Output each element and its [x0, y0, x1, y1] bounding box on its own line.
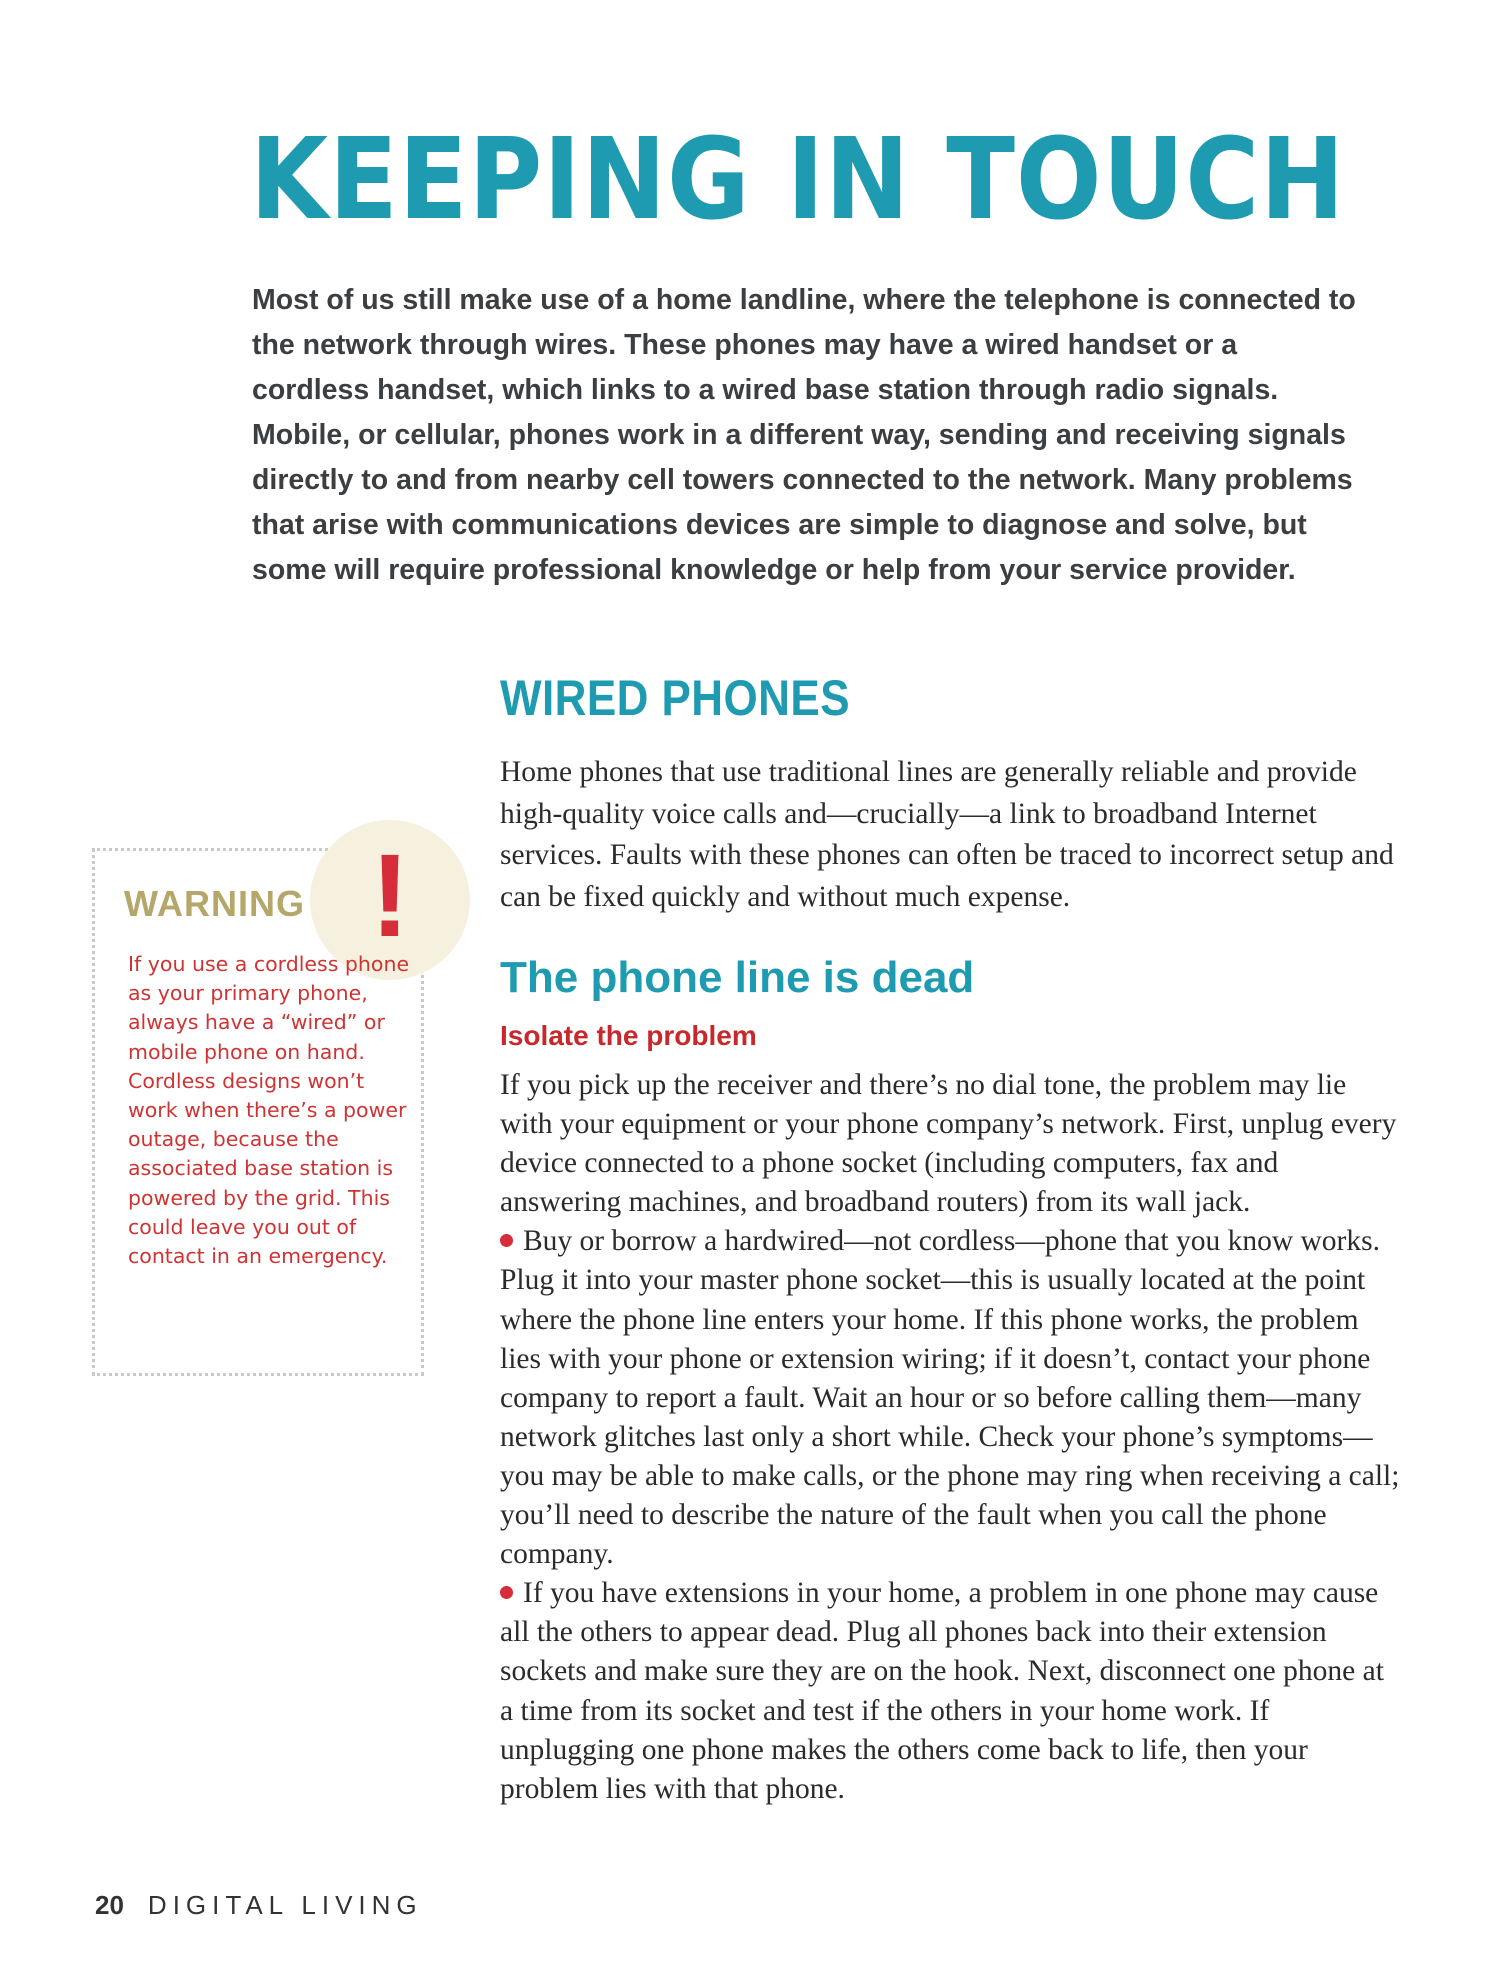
bullet-dot-icon — [500, 1234, 513, 1247]
bullet-text: If you have extensions in your home, a problem in one phone may cause all the others to appear dead. Plug all phones back into their extension sockets and make sure they are on the hook. Next, disconnect one phone at a time from its socket and test if the others in your home work. If unplugging one phone makes the others come back to life, then your problem lies with that phone. — [500, 1577, 1384, 1805]
warning-text: If you use a cordless phone as your primary phone, always have a “wired” or mobile phone on hand. Cordless designs won’t work when there’s a power outage, because the associated base station is powered by the grid. This could leave you out of contact in an emergency. — [128, 952, 410, 1269]
section-heading: WIRED PHONES — [500, 670, 850, 726]
warning-title: WARNING — [124, 883, 305, 924]
bullet-dot-icon — [500, 1586, 513, 1599]
page-footer — [95, 1888, 423, 1922]
problem-kicker: Isolate the problem — [500, 1020, 757, 1051]
page-title: KEEPING IN TOUCH — [250, 115, 1346, 245]
intro-paragraph: Most of us still make use of a home landline, where the telephone is connected to the network through wires. These phones may have a wired handset or a cordless handset, which links to a wired base station through radio signals. Mobile, or cellular, phones work in a different way, sending and receiving signals directly to and from nearby cell towers connected to the network. Many problems that arise with communications devices are simple to diagnose and solve, but some will require professional knowledge or help from your service provider. — [252, 284, 1356, 586]
problem-paragraph-1: If you pick up the receiver and there’s no dial tone, the problem may lie with your equipment or your phone company’s network. First, unplug every device connected to a phone socket (including computers, fax and answering machines, and broadband routers) from its wall jack. — [500, 1069, 1397, 1219]
bullet-text: Buy or borrow a hardwired—not cordless—phone that you know works. Plug it into your master phone socket—this is usually located at the point where the phone line enters your home. If this phone works, the problem lies with your phone or extension wiring; if it doesn’t, contact your phone company to report a fault. Wait an hour or so before calling them—many network glitches last only a short while. Check your phone’s symptoms—you may be able to make calls, or the phone may ring when receiving a call; you’ll need to describe the nature of the fault when you call the phone company. — [500, 1225, 1400, 1571]
problem-body — [500, 1066, 1400, 1809]
problem-heading: The phone line is dead — [500, 953, 975, 1002]
section-intro: Home phones that use traditional lines are generally reliable and provide high-quality voice calls and—crucially—a link to broadband Internet services. Faults with these phones can often be traced to incorrect setup and can be fixed quickly and without much expense. — [500, 756, 1394, 913]
problem-bullet-1 — [500, 1222, 1400, 1574]
problem-bullet-2 — [500, 1574, 1400, 1809]
running-footer-label: DIGITAL LIVING — [147, 1890, 423, 1920]
page-number: 20 — [95, 1890, 124, 1920]
exclamation-icon: ! — [370, 830, 410, 962]
